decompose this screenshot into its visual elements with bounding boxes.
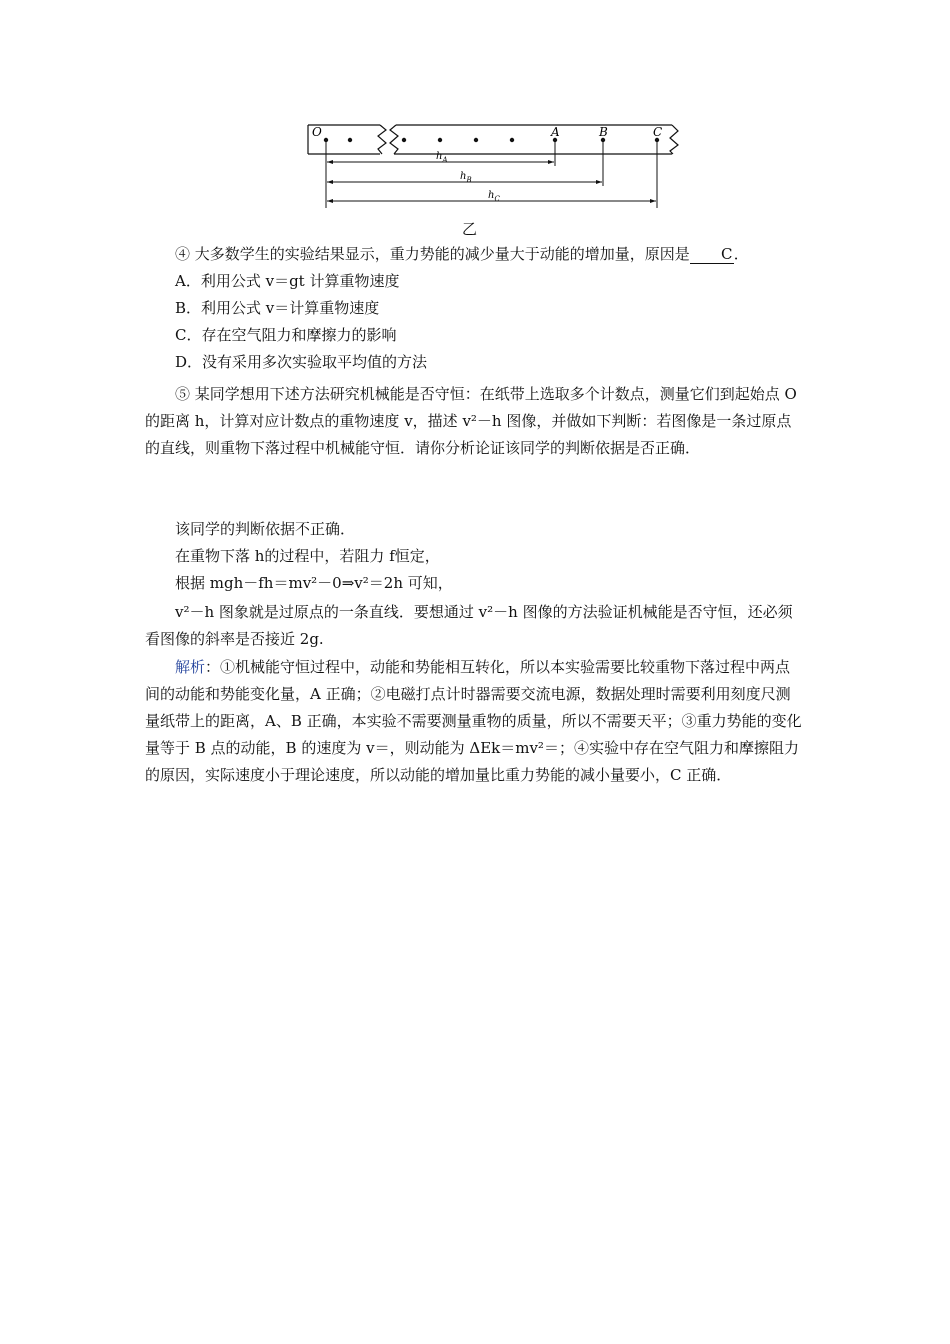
figure-caption: 乙 (462, 220, 478, 238)
tape-break-left (378, 125, 386, 154)
label-hA: $h_A$ (436, 151, 448, 164)
question-4: ④ 大多数学生的实验结果显示，重力势能的减少量大于动能的增加量，原因是 C． (175, 245, 749, 263)
dimension-hC (327, 190, 656, 203)
option-c: C．存在空气阻力和摩擦力的影响 (175, 326, 397, 344)
question-5: ⑤ 某同学想用下述方法研究机械能是否守恒：在纸带上选取多个计数点，测量它们到起始点 O的距离 h，计算对应计数点的重物速度 v，描述 v²－h 图像，并做如下判断：若图像是一条过原点的直线，则重物下落过程中机械能守恒．请你分析论证该同学的判断依据是否正确． (145, 385, 797, 457)
answer-line-3: 根据 mgh－fh＝mv²－0⇒v²＝2h 可知， (175, 574, 453, 592)
label-A: A (551, 125, 560, 139)
analysis-paragraph (145, 654, 805, 789)
dot (510, 138, 514, 142)
answer-line-2: 在重物下落 h的过程中，若阻力 f恒定， (175, 547, 440, 565)
paper-tape-diagram (300, 118, 690, 218)
dimension-hA (327, 151, 554, 164)
dot (474, 138, 478, 142)
analysis-text: ：①机械能守恒过程中，动能和势能相互转化，所以本实验需要比较重物下落过程中两点间的动能和势能变化量，A 正确；②电磁打点计时器需要交流电源，数据处理时需要利用刻度尺测量纸带上的距离，A、B 正确，本实验不需要测量重物的质量，所以不需要天平；③重力势能的变化量等于 B 点的动能，B 的速度为 v＝，则动能为 ΔEk＝mv²＝；④实验中存在空气阻力和摩擦阻力的原因，实际速度小于理论速度，所以动能的增加量比重力势能的减小量要小，C 正确． (145, 658, 802, 784)
option-b: B．利用公式 v＝计算重物速度 (175, 299, 380, 317)
label-C: C (653, 125, 663, 139)
answer-line-4: v²－h 图象就是过原点的一条直线．要想通过 v²－h 图像的方法验证机械能是否守恒，还必须看图像的斜率是否接近 2g. (145, 603, 793, 648)
analysis-label: 解析 (175, 658, 206, 676)
dot (438, 138, 442, 142)
option-d: D．没有采用多次实验取平均值的方法 (175, 353, 428, 371)
label-hC: $h_C$ (488, 190, 500, 203)
answer-line-1: 该同学的判断依据不正确． (175, 520, 356, 538)
dimension-hB (327, 171, 602, 184)
label-O: O (312, 125, 322, 139)
question-4-text: ④ 大多数学生的实验结果显示，重力势能的减少量大于动能的增加量，原因是 (175, 245, 690, 263)
option-a: A．利用公式 v＝gt 计算重物速度 (175, 272, 400, 290)
label-B: B (599, 125, 608, 139)
paper-tape-figure (300, 118, 690, 222)
dot (402, 138, 406, 142)
answer-blank: C (690, 245, 734, 264)
dot (348, 138, 352, 142)
tape-break-right (390, 125, 398, 154)
label-hB: $h_B$ (460, 171, 472, 184)
tape-break-end (670, 125, 678, 154)
